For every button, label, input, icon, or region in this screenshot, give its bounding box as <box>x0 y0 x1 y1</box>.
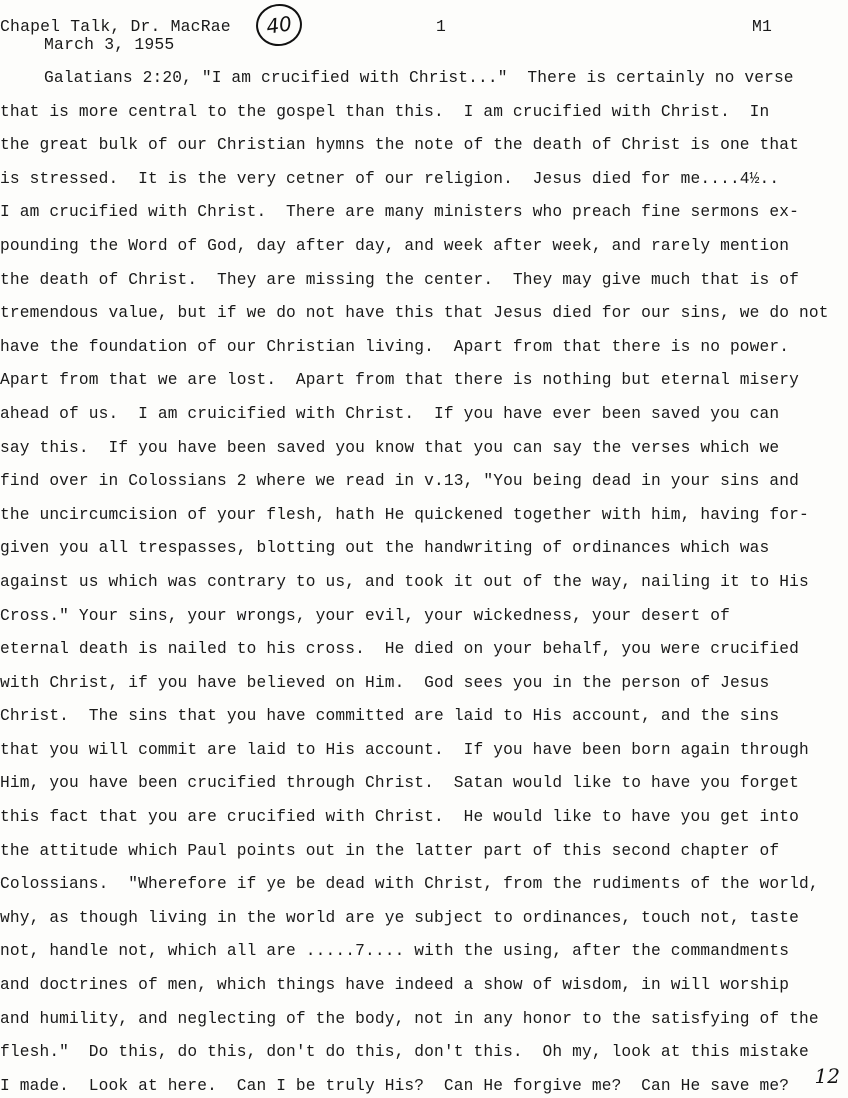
document-body <box>0 62 848 1098</box>
text-line: the attitude which Paul points out in the latter part of this second chapter of <box>0 841 780 860</box>
text-line: Him, you have been crucified through Christ. Satan would like to have you forget <box>0 774 799 793</box>
text-line: not, handle not, which all are .....7.... with the using, after the commandments <box>0 942 790 961</box>
text-line: against us which was contrary to us, and took it out of the way, nailing it to His <box>0 572 809 591</box>
text-line: and doctrines of men, which things have indeed a show of wisdom, in will worship <box>0 976 790 995</box>
document-title: Chapel Talk, Dr. MacRae <box>0 17 231 36</box>
handwritten-corner-note: 12 <box>814 1064 840 1088</box>
text-line: why, as though living in the world are ye subject to ordinances, touch not, taste <box>0 908 799 927</box>
text-line: and humility, and neglecting of the body, not in any honor to the satisfying of the <box>0 1009 819 1028</box>
text-line: given you all trespasses, blotting out the handwriting of ordinances which was <box>0 539 770 558</box>
text-line: have the foundation of our Christian living. Apart from that there is no power. <box>0 337 790 356</box>
document-code: M1 <box>752 17 773 36</box>
text-line: I made. Look at here. Can I be truly His? Can He forgive me? Can He save me? <box>0 1076 790 1095</box>
text-line: this fact that you are crucified with Christ. He would like to have you get into <box>0 808 799 827</box>
text-line: the death of Christ. They are missing the center. They may give much that is of <box>0 270 799 289</box>
text-line: Colossians. "Wherefore if ye be dead with Christ, from the rudiments of the world, <box>0 875 819 894</box>
text-line: the uncircumcision of your flesh, hath He quickened together with him, having for- <box>0 505 809 524</box>
document-date: March 3, 1955 <box>44 35 175 54</box>
circled-number-annotation <box>253 1 304 49</box>
text-line: the great bulk of our Christian hymns the note of the death of Christ is one that <box>0 136 799 155</box>
text-line: tremendous value, but if we do not have this that Jesus died for our sins, we do not <box>0 304 829 323</box>
text-line: that you will commit are laid to His account. If you have been born again through <box>0 740 809 759</box>
text-line: Cross." Your sins, your wrongs, your evil, your wickedness, your desert of <box>0 606 730 625</box>
text-line: ahead of us. I am cruicified with Christ. If you have ever been saved you can <box>0 404 780 423</box>
text-line: I am crucified with Christ. There are many ministers who preach fine sermons ex- <box>0 203 799 222</box>
text-line: Apart from that we are lost. Apart from that there is nothing but eternal misery <box>0 371 799 390</box>
text-line: eternal death is nailed to his cross. He died on your behalf, you were crucified <box>0 640 799 659</box>
page-number: 1 <box>436 17 447 36</box>
text-line: with Christ, if you have believed on Him. God sees you in the person of Jesus <box>0 673 770 692</box>
text-line: say this. If you have been saved you know that you can say the verses which we <box>0 438 780 457</box>
text-line: find over in Colossians 2 where we read in v.13, "You being dead in your sins and <box>0 472 799 491</box>
text-line: flesh." Do this, do this, don't do this, don't this. Oh my, look at this mistake <box>0 1043 809 1062</box>
text-line: pounding the Word of God, day after day, and week after week, and rarely mention <box>0 236 790 255</box>
text-line: is stressed. It is the very cetner of our religion. Jesus died for me....4½.. <box>0 169 780 188</box>
text-line: Christ. The sins that you have committed are laid to His account, and the sins <box>0 707 780 726</box>
text-line: that is more central to the gospel than this. I am crucified with Christ. In <box>0 102 770 121</box>
text-line: Galatians 2:20, "I am crucified with Christ..." There is certainly no verse <box>44 69 794 87</box>
circled-number: 40 <box>264 11 294 39</box>
